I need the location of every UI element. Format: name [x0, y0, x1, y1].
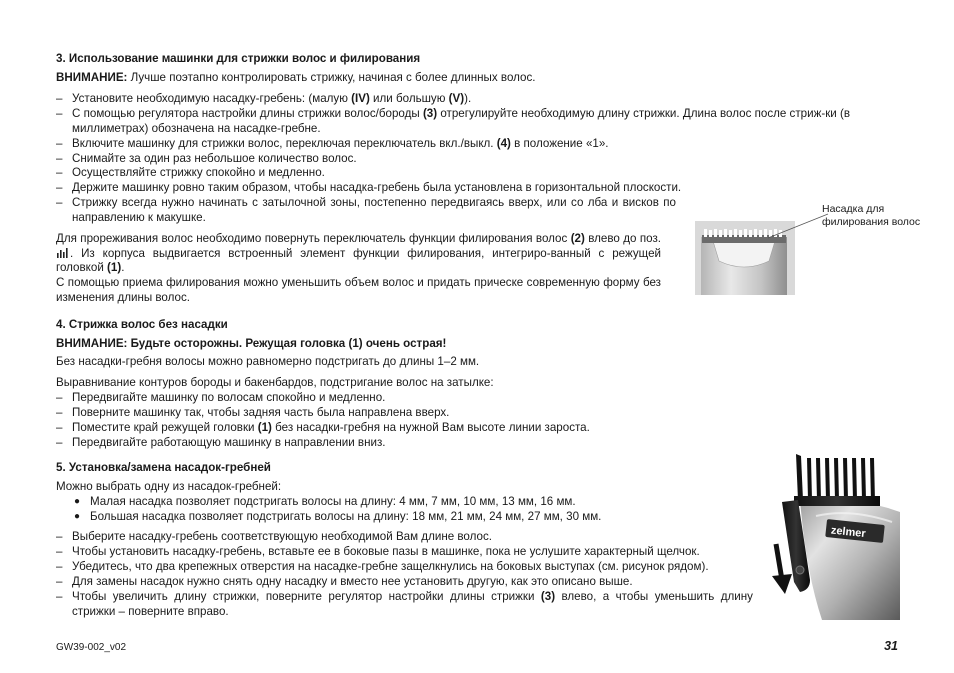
list-item: – Держите машинку ровно таким образом, чтобы насадка-гребень была установлена в горизонтальной плоскости.: [56, 181, 682, 194]
thinning-position-icon: [56, 247, 70, 258]
list-item: – Чтобы установить насадку-гребень, вставьте ее в боковые пазы в машинке, пока не услушите характерный щелчок.: [56, 545, 700, 558]
section-3-warning: ВНИМАНИЕ: Лучше поэтапно контролировать стрижку, начиная с более длинных волос.: [56, 71, 536, 84]
section-3-title: 3. Использование машинки для стрижки волос и филирования: [56, 52, 421, 65]
list-item: – Установите необходимую насадку-гребень: (малую (IV) или большую (V)).: [56, 92, 472, 105]
list-item: ● Большая насадка позволяет подстригать волосы на длину: 18 мм, 21 мм, 24 мм, 27 мм, 30 мм.: [74, 510, 602, 523]
arrow-down-icon: [772, 544, 792, 594]
thinning-paragraph: Для прореживания волос необходимо повернуть переключатель функции филирования волос (2) влево до поз. . Из корпуса выдвигается встроенный элемент функции филирования, интегриро-ванный с режущей головкой (1).: [56, 232, 661, 275]
list-item: – Включите машинку для стрижки волос, переключая переключатель вкл./выкл. (4) в положение «1».: [56, 137, 609, 150]
section-4-paragraph-2: Выравнивание контуров бороды и бакенбардов, подстригание волос на затылке:: [56, 376, 494, 389]
section-4-paragraph-1: Без насадки-гребня волосы можно равномерно подстригать до длины 1–2 мм.: [56, 355, 480, 368]
list-item: ● Малая насадка позволяет подстригать волосы на длину: 4 мм, 7 мм, 10 мм, 13 мм, 16 мм.: [74, 495, 576, 508]
list-item: – Осуществляйте стрижку спокойно и медленно.: [56, 166, 325, 179]
section-5-paragraph-1: Можно выбрать одну из насадок-гребней:: [56, 480, 282, 493]
section-4-title: 4. Стрижка волос без насадки: [56, 318, 228, 331]
document-code: GW39-002_v02: [56, 642, 127, 653]
figure-leader-line: [766, 212, 830, 242]
list-item: – Снимайте за один раз небольшое количество волос.: [56, 152, 357, 165]
list-item: – Выберите насадку-гребень соответствующую необходимой Вам длине волос.: [56, 530, 492, 543]
list-item: – Чтобы увеличить длину стрижки, поверните регулятор настройки длины стрижки (3) влево, а чтобы уменьшить длину стрижки – поверните вправо.: [56, 590, 753, 618]
section-5-title: 5. Установка/замена насадок-гребней: [56, 461, 271, 474]
list-item: – Поверните машинку так, чтобы задняя часть была направлена вверх.: [56, 406, 450, 419]
clipper-comb-figure: [760, 452, 900, 620]
thinning-figure-label: Насадка для филирования волос: [822, 203, 921, 229]
list-item: – Для замены насадок нужно снять одну насадку и вместо нее установить другую, как это описано выше.: [56, 575, 633, 588]
list-item: – С помощью регулятора настройки длины стрижки волос/бороды (3) отрегулируйте необходимую длину стрижки. Длина волос после стриж-ки (в миллиметрах) обозначена на насадке-гребне.: [56, 107, 850, 135]
list-item: – Убедитесь, что два крепежных отверстия на насадке-гребне защелкнулись на боковых выступах (см. рисунок рядом).: [56, 560, 709, 573]
brand-logo: zelmer: [830, 524, 867, 541]
list-item: – Передвигайте машинку по волосам спокойно и медленно.: [56, 391, 386, 404]
page-number: 31: [884, 639, 898, 653]
section-4-warning: ВНИМАНИЕ: Будьте осторожны. Режущая головка (1) очень острая!: [56, 337, 447, 350]
list-item: – Поместите край режущей головки (1) без насадки-гребня на нужной Вам высоте линии зароста.: [56, 421, 590, 434]
list-item: – Стрижку всегда нужно начинать с затылочной зоны, постепенно передвигаясь вверх, или со лба и висков по направлению к макушке.: [56, 196, 676, 224]
list-item: – Передвигайте работающую машинку в направлении вниз.: [56, 436, 386, 449]
thinning-paragraph-2: С помощью приема филирования можно уменьшить объем волос и придать прическе современную форму без изменения длины волос.: [56, 276, 661, 304]
warning-label: ВНИМАНИЕ:: [56, 71, 128, 84]
